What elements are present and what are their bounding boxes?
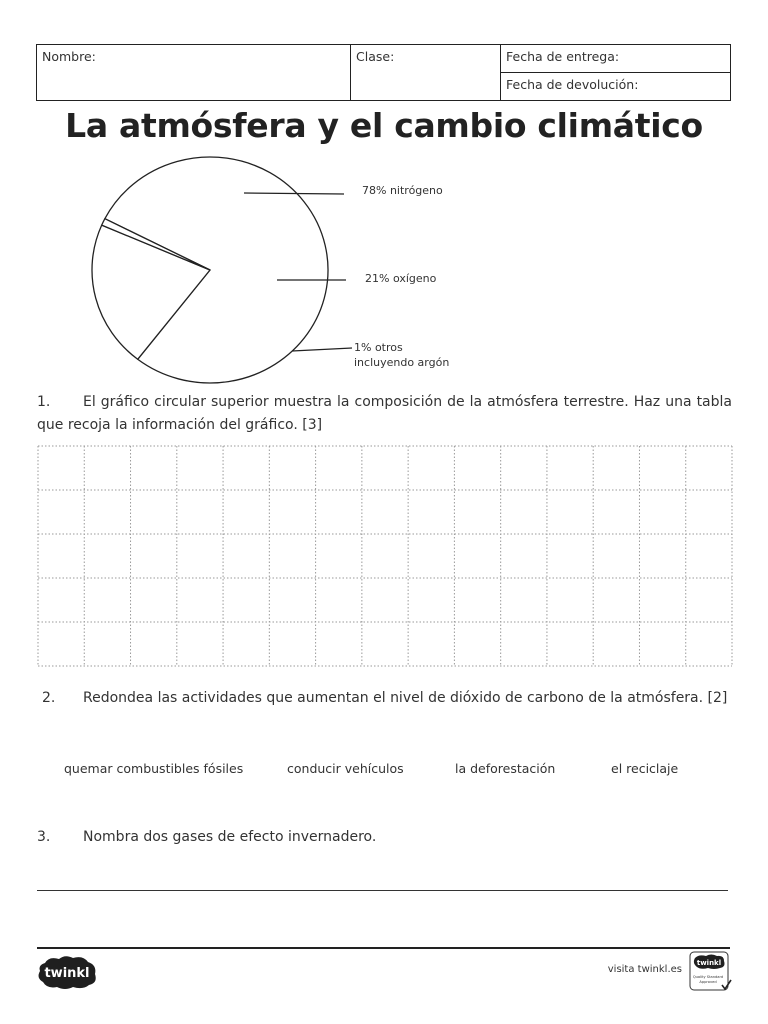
- class-label: Clase:: [356, 49, 395, 64]
- answer-line[interactable]: [37, 890, 728, 891]
- question-1-text: El gráfico circular superior muestra la composición de la atmósfera terrestre. Haz una tabla que recoja la información del gráfico. [3]: [37, 394, 732, 433]
- activity-options: [0, 761, 768, 781]
- others-label-line1: 1% otros: [354, 341, 403, 354]
- answer-grid[interactable]: [37, 445, 733, 667]
- name-label: Nombre:: [42, 49, 96, 64]
- pie-slices: [92, 157, 328, 383]
- activity-option[interactable]: el reciclaje: [611, 761, 679, 776]
- activity-option[interactable]: quemar combustibles fósiles: [64, 761, 244, 776]
- badge-line2: Approved: [699, 980, 717, 984]
- others-leader-line: [292, 348, 352, 351]
- footer-divider: [37, 947, 730, 949]
- return-date-field[interactable]: [501, 73, 731, 101]
- question-2-text: Redondea las actividades que aumentan el nivel de dióxido de carbono de la atmósfera. [2]: [83, 690, 728, 706]
- question-3: [37, 826, 732, 849]
- badge-line1: Quality Standard: [692, 975, 724, 979]
- nitrogen-label: 78% nitrógeno: [362, 184, 443, 197]
- question-3-number: 3.: [37, 829, 51, 845]
- question-2-number: 2.: [42, 690, 56, 706]
- activity-option[interactable]: la deforestación: [455, 761, 556, 776]
- activity-option[interactable]: conducir vehículos: [287, 761, 404, 776]
- class-field[interactable]: [351, 45, 501, 101]
- others-label-line2: incluyendo argón: [354, 356, 450, 369]
- header-table: [36, 44, 731, 101]
- question-1: [37, 391, 732, 437]
- visit-link[interactable]: visita twinkl.es: [607, 964, 682, 975]
- due-date-field[interactable]: [501, 45, 731, 73]
- question-2: [42, 687, 737, 710]
- return-date-label: Fecha de devolución:: [506, 77, 639, 92]
- question-1-number: 1.: [37, 394, 51, 410]
- badge-brand: twinkl: [696, 959, 722, 967]
- twinkl-logo[interactable]: [35, 953, 99, 991]
- name-field[interactable]: [37, 45, 351, 101]
- question-3-text: Nombra dos gases de efecto invernadero.: [83, 829, 377, 845]
- quality-badge: [689, 951, 733, 995]
- due-date-label: Fecha de entrega:: [506, 49, 620, 64]
- oxygen-label: 21% oxígeno: [365, 272, 437, 285]
- page-title: La atmósfera y el cambio climático: [65, 106, 703, 145]
- logo-text: twinkl: [44, 966, 90, 981]
